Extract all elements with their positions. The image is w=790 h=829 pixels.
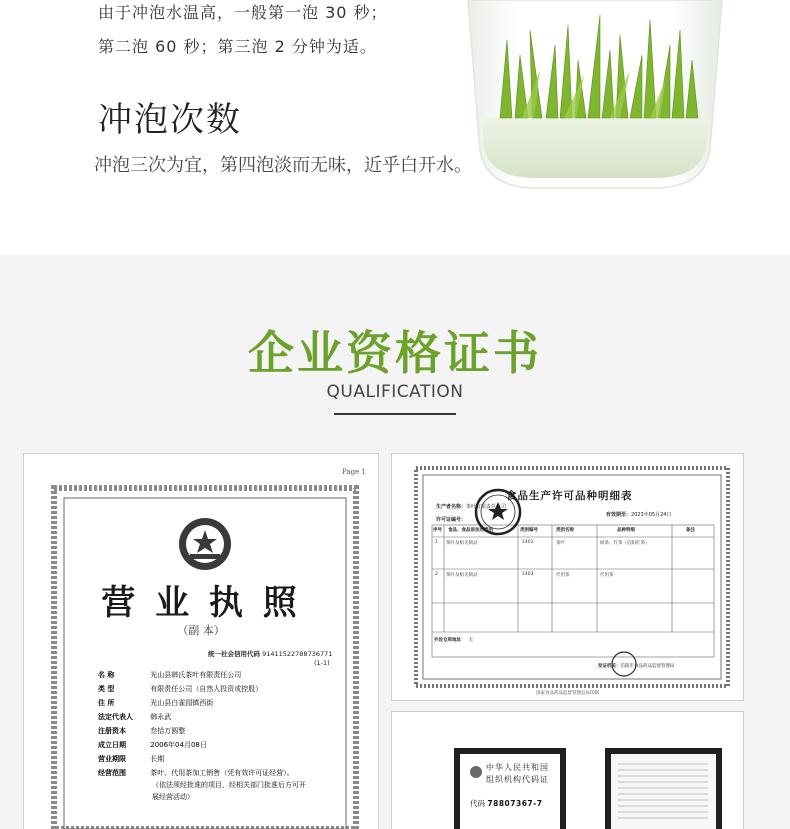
table-cell: 代用茶 — [556, 573, 570, 578]
license-rows — [98, 670, 306, 804]
permit-title: 食品生产许可品种明细表 — [506, 490, 633, 502]
license-row-value: 光山县韩氏茶叶有限责任公司 — [150, 671, 242, 679]
organization-code-certificate — [392, 712, 743, 829]
table-cell: 1 — [435, 540, 438, 545]
table-cell: 绿茶、红茶（信阳红茶） — [600, 541, 650, 546]
license-row-label: 住 所 — [98, 699, 115, 707]
license-row — [98, 698, 306, 712]
brewing-description: 冲泡三次为宜，第四泡淡而无味，近乎白开水。 — [94, 155, 472, 176]
license-row — [98, 684, 306, 698]
table-cell: 茶叶及相关制品 — [446, 541, 478, 546]
issuer-value: 信阳市食品药品监督管理局 — [620, 664, 675, 669]
license-copy-mark: （副 本） — [177, 624, 225, 637]
header-cell: 备注 — [686, 528, 695, 533]
table-cell: 1401 — [522, 540, 534, 545]
license-row — [98, 712, 306, 726]
license-row-value: 长期 — [150, 755, 165, 763]
producer-row — [436, 503, 506, 510]
table-cell: 2 — [435, 572, 438, 577]
license-row — [98, 740, 306, 754]
license-row — [98, 754, 306, 768]
valid-value: 2023年05月24日 — [631, 512, 672, 518]
license-row-label: 营业期限 — [98, 755, 126, 763]
table-row — [432, 572, 714, 600]
permit-no-label: 许可证编号： — [436, 517, 467, 523]
scope-extra-1: （依法须经批准的项目，经相关部门批准后方可开 — [152, 781, 306, 789]
license-row-value: 2006年04月08日 — [150, 741, 207, 749]
section-subtitle: QUALIFICATION — [326, 382, 464, 402]
header-cell: 类别名称 — [556, 528, 574, 533]
producer-value: 茶叶有限责任公司 — [466, 504, 507, 510]
license-row-value: 叁拾万圆整 — [150, 727, 186, 735]
license-row-value: 光山县白雀园镇西街 — [150, 699, 214, 707]
credit-code-row — [208, 649, 332, 658]
license-row — [98, 670, 306, 684]
table-cell: 茶叶 — [556, 541, 565, 546]
valid-row — [606, 511, 671, 518]
page-number: Page 1 — [342, 468, 366, 476]
license-row-label: 经营范围 — [98, 769, 126, 777]
license-row-label: 注册资本 — [98, 727, 126, 735]
table-cell: 代用茶 — [600, 573, 614, 578]
header-cell: 序号 — [433, 528, 442, 533]
other-row — [434, 637, 473, 643]
header-cell: 品种明细 — [617, 528, 635, 533]
credit-code-value: 91411522788736771 — [262, 650, 333, 658]
table-cell: 1403 — [522, 572, 534, 577]
license-row-label: 成立日期 — [98, 741, 126, 749]
valid-label: 有效期至： — [606, 512, 632, 518]
header-cell: 类别编号 — [520, 528, 538, 533]
other-label: 外设仓库地址 — [434, 638, 461, 643]
table-row — [432, 540, 714, 568]
brewing-heading: 冲泡次数 — [98, 100, 242, 140]
brewing-line-2: 第二泡 60 秒；第三泡 2 分钟为适。 — [98, 37, 377, 56]
org-title-2: 组织机构代码证 — [486, 775, 549, 784]
section-title: 企业资格证书 — [248, 326, 542, 380]
license-row-value: 韩永武 — [150, 713, 172, 721]
qualification-section — [0, 255, 790, 829]
org-frame — [392, 712, 743, 829]
org-code-row — [470, 798, 542, 809]
copy-number: (1-1) — [314, 659, 330, 667]
title-divider — [334, 413, 456, 415]
license-row-label: 类 型 — [98, 685, 115, 693]
issuer-label: 发证机关： — [598, 664, 621, 669]
license-row — [98, 768, 306, 780]
permit-footer: 国家食品药品监督管理总局印制 — [536, 691, 599, 696]
license-row-label: 法定代表人 — [98, 713, 133, 721]
brewing-line-1: 由于冲泡水温高，一般第一泡 30 秒； — [98, 3, 388, 22]
license-row-value: 茶叶、代用茶加工销售（凭有效许可证经营）。 — [150, 769, 294, 777]
tea-glass-image — [460, 0, 730, 195]
issuer-row — [598, 663, 675, 669]
business-license-certificate — [24, 454, 378, 829]
scope-extra-2: 展经营活动） — [152, 793, 194, 801]
brewing-section — [0, 0, 790, 255]
org-emblem-icon — [470, 766, 482, 778]
license-title: 营 业 执 照 — [101, 583, 301, 623]
table-cell: 茶叶及相关制品 — [446, 573, 478, 578]
other-value: 无 — [468, 638, 473, 643]
license-row-label: 名 称 — [98, 671, 115, 679]
producer-label: 生产者名称： — [436, 504, 467, 510]
food-production-permit — [392, 454, 743, 700]
header-cell: 食品、食品添加剂类别 — [448, 528, 493, 533]
org-code-label: 代码 — [470, 799, 485, 808]
org-title-1: 中华人民共和国 — [486, 763, 549, 772]
national-emblem-icon — [179, 518, 231, 570]
license-row — [98, 726, 306, 740]
table-header — [432, 527, 714, 537]
license-row-value: 有限责任公司（自然人投资或控股） — [150, 685, 263, 693]
org-code-value: 78807367-7 — [487, 799, 543, 808]
credit-code-label: 统一社会信用代码 — [208, 650, 260, 658]
